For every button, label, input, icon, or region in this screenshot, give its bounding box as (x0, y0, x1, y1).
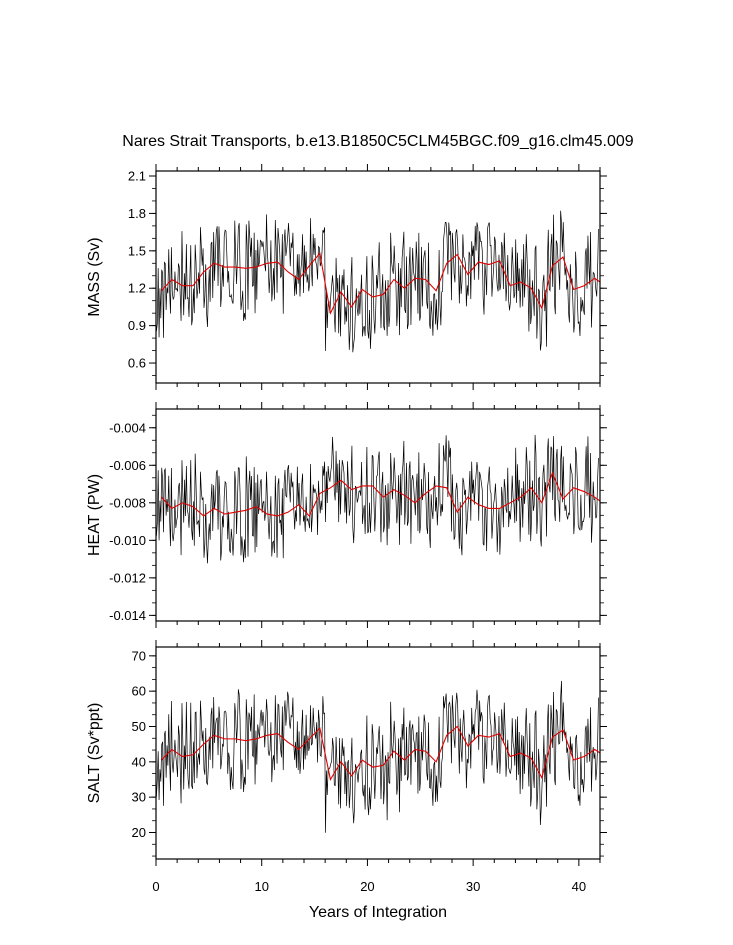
x-tick-label: 30 (465, 879, 481, 894)
y-tick-label: -0.010 (109, 532, 146, 548)
salt-y-axis-label: SALT (Sv*ppt) (86, 702, 103, 804)
heat-monthly-series-line (156, 435, 598, 563)
x-tick-label: 0 (152, 879, 160, 894)
mass-y-axis-label: MASS (Sv) (86, 237, 103, 317)
y-tick-label: 1.5 (127, 243, 146, 259)
y-tick-label: -0.012 (109, 570, 146, 586)
y-tick-label: -0.006 (109, 457, 146, 473)
y-tick-label: 0.9 (127, 318, 146, 334)
heat-plot-frame (156, 409, 600, 621)
x-tick-label: 20 (360, 879, 375, 894)
salt-plot-frame (156, 647, 600, 859)
y-tick-label: -0.004 (109, 420, 146, 436)
x-tick-label: 10 (254, 879, 269, 894)
y-tick-label: -0.014 (109, 607, 146, 623)
y-tick-label: 0.6 (127, 355, 146, 371)
panel-mass (86, 164, 607, 390)
panel-heat (86, 402, 607, 628)
y-tick-label: 1.2 (127, 280, 146, 296)
y-tick-label: 50 (131, 719, 146, 734)
y-tick-label: -0.008 (109, 495, 146, 511)
x-tick-label: 40 (571, 879, 587, 894)
panel-salt (86, 640, 607, 894)
y-tick-label: 40 (131, 754, 146, 770)
chart-title: Nares Strait Transports, b.e13.B1850C5CLM45BGC.f09_g16.clm45.009 (122, 133, 634, 150)
x-axis-label: Years of Integration (308, 904, 448, 921)
y-tick-label: 1.8 (127, 205, 146, 221)
y-tick-label: 70 (131, 648, 146, 664)
y-tick-label: 2.1 (127, 168, 146, 184)
y-tick-label: 60 (131, 683, 146, 699)
mass-monthly-series-line (156, 211, 598, 352)
y-tick-label: 30 (131, 789, 146, 805)
y-tick-label: 20 (131, 825, 146, 840)
heat-y-axis-label: HEAT (PW) (86, 473, 103, 557)
salt-monthly-series-line (156, 681, 598, 833)
